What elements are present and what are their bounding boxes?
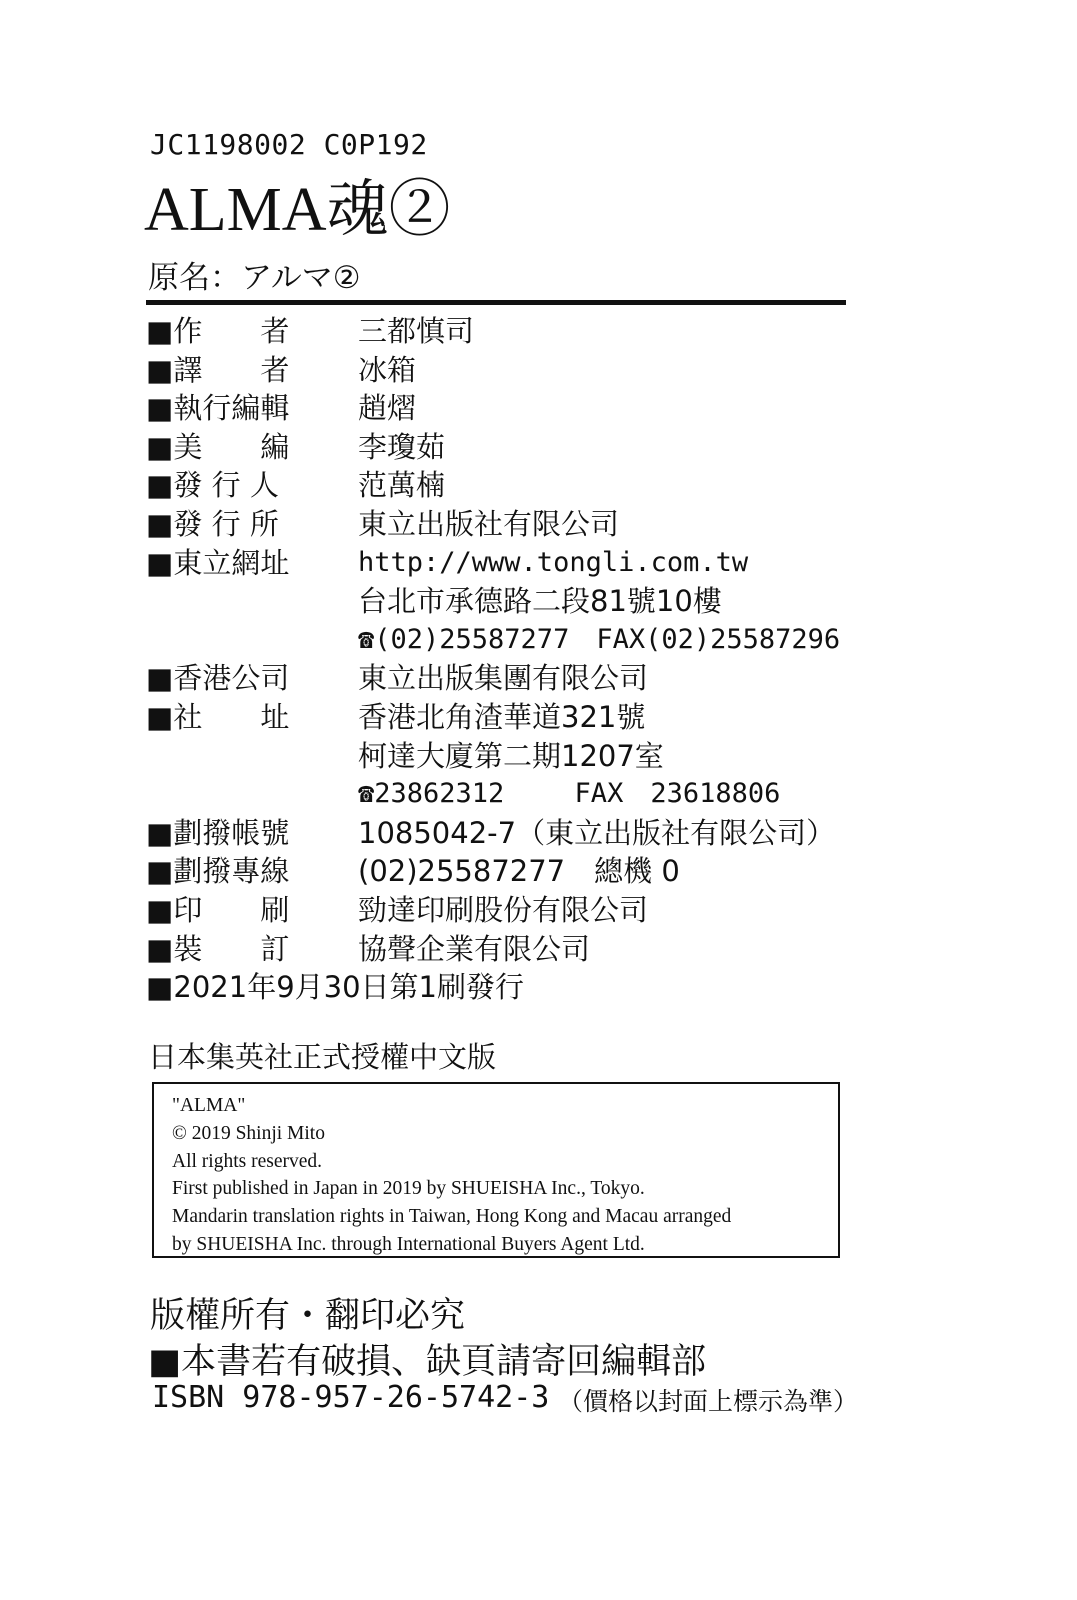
credit-label bbox=[146, 737, 358, 776]
damage-notice: ■本書若有破損、缺頁請寄回編輯部 bbox=[148, 1342, 707, 1382]
copyright-line: First published in Japan in 2019 by SHUEISHA Inc., Tokyo. bbox=[172, 1178, 645, 1200]
copyright-box bbox=[152, 1082, 840, 1258]
credit-label: ■劃撥專線 bbox=[146, 854, 290, 889]
price-note: （價格以封面上標示為準） bbox=[558, 1387, 859, 1416]
phone-fax-hongkong: ☎23862312 FAX 23618806 bbox=[358, 778, 781, 810]
credit-value: 東立出版社有限公司 bbox=[358, 506, 620, 541]
credit-row bbox=[146, 852, 840, 891]
credit-label bbox=[146, 775, 358, 814]
credit-row bbox=[146, 582, 840, 621]
copyright-line: Mandarin translation rights in Taiwan, Hong Kong and Macau arranged bbox=[172, 1206, 732, 1228]
credit-label: ■劃撥帳號 bbox=[146, 815, 290, 850]
credit-value: 勁達印刷股份有限公司 bbox=[358, 892, 649, 927]
credit-label: ■印 刷 bbox=[146, 892, 290, 927]
publish-date: ■2021年9月30日第1刷發行 bbox=[146, 970, 525, 1005]
credit-label: ■美 編 bbox=[146, 429, 290, 464]
copyright-line: "ALMA" bbox=[172, 1095, 246, 1116]
credit-value: 東立出版集團有限公司 bbox=[358, 661, 649, 696]
copyright-line: © 2019 Shinji Mito bbox=[172, 1122, 325, 1144]
credit-label: ■譯 者 bbox=[146, 352, 290, 387]
copyright-line: by SHUEISHA Inc. through International Buyers Agent Ltd. bbox=[172, 1233, 645, 1255]
credits-list bbox=[146, 312, 840, 1007]
copyright-line: All rights reserved. bbox=[172, 1150, 323, 1172]
credit-row bbox=[146, 351, 840, 390]
authorization-notice: 日本集英社正式授權中文版 bbox=[148, 1040, 497, 1074]
title-divider bbox=[146, 300, 846, 305]
credit-row bbox=[146, 891, 840, 930]
credit-label: ■發 行 人 bbox=[146, 468, 279, 503]
credit-label bbox=[146, 582, 358, 621]
credit-value: 1085042-7（東立出版社有限公司） bbox=[358, 815, 836, 850]
credit-value: 香港北角渣華道321號 bbox=[358, 699, 646, 734]
credit-value: 柯達大廈第二期1207室 bbox=[358, 738, 664, 773]
credit-label: ■社 址 bbox=[146, 699, 290, 734]
credit-row bbox=[146, 544, 840, 583]
credit-row bbox=[146, 659, 840, 698]
credit-value: 范萬楠 bbox=[358, 468, 446, 503]
credit-row bbox=[146, 466, 840, 505]
credit-label: ■香港公司 bbox=[146, 661, 290, 696]
credit-label: ■執行編輯 bbox=[146, 391, 290, 426]
credit-value: 李瓊茹 bbox=[358, 429, 446, 464]
credit-row bbox=[146, 698, 840, 737]
credit-row bbox=[146, 621, 840, 660]
credit-label: ■發 行 所 bbox=[146, 506, 279, 541]
book-title: ALMA魂② bbox=[144, 176, 451, 244]
isbn: ISBN 978-957-26-5742-3 bbox=[152, 1380, 550, 1415]
original-title: 原名：アルマ② bbox=[148, 260, 361, 296]
credit-label bbox=[146, 621, 358, 660]
catalog-code: JC1198002 C0P192 bbox=[150, 128, 428, 161]
credit-value: 趙熠 bbox=[358, 391, 417, 426]
credit-value: 協聲企業有限公司 bbox=[358, 931, 591, 966]
credit-row bbox=[146, 930, 840, 969]
credit-row bbox=[146, 389, 840, 428]
rights-notice: 版權所有・翻印必究 bbox=[150, 1296, 466, 1336]
credit-value: 台北市承德路二段81號10樓 bbox=[358, 584, 722, 619]
phone-fax-taipei: ☎(02)25587277 FAX(02)25587296 bbox=[358, 623, 841, 655]
credit-value: (02)25587277 總機 0 bbox=[358, 854, 680, 889]
website-url: http://www.tongli.com.tw bbox=[358, 546, 749, 578]
credit-row bbox=[146, 814, 840, 853]
credit-row bbox=[146, 505, 840, 544]
credit-value: 三都慎司 bbox=[358, 314, 475, 348]
credit-row bbox=[146, 775, 840, 814]
credit-row bbox=[146, 428, 840, 467]
credit-label: ■裝 訂 bbox=[146, 931, 290, 966]
credit-label: ■東立網址 bbox=[146, 545, 290, 580]
credit-row bbox=[146, 737, 840, 776]
credit-label: ■作 者 bbox=[146, 314, 290, 348]
credit-value: 冰箱 bbox=[358, 352, 417, 387]
credit-row bbox=[146, 312, 840, 351]
